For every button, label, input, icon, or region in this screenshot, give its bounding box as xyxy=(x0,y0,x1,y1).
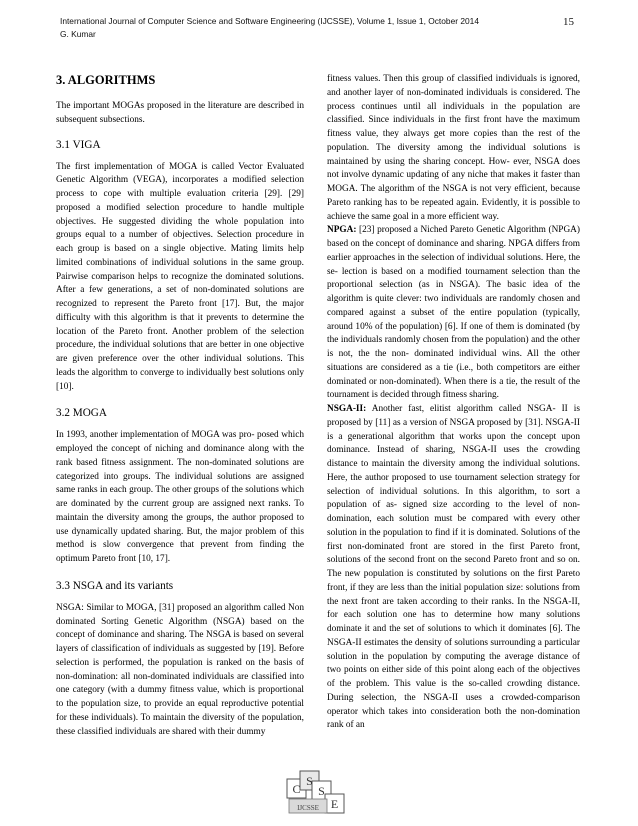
logo-letter-c: C xyxy=(292,782,301,796)
nsga2-label: NSGA-II: xyxy=(327,404,367,414)
right-column xyxy=(327,73,580,733)
paragraph-nsga-continued: fitness values. Then this group of classified individuals is ignored, and another layer of non-dominated individuals is considered. The process continues until all individuals in the population are classified. Since individuals in the first front have the maximum fitness value, they always get more copies than the rest of the population. The diversity among the individual solutions is maintained by using the sharing concept. How- ever, NSGA does not involve dynamic updating of any niche that makes it faster than MOGA. The algorithm of the NSGA is not very efficient, because Pareto ranking has to be repeated again. Evidently, it is possible to achieve the same goal in a more efficient way. xyxy=(327,74,580,222)
subsection-heading-nsga: 3.3 NSGA and its variants xyxy=(56,579,174,592)
author-line: G. Kumar xyxy=(60,29,96,39)
section-intro: The important MOGAs proposed in the literature are described in subsequent subsections. xyxy=(56,101,304,125)
page-number: 15 xyxy=(563,16,574,28)
paragraph-viga: The first implementation of MOGA is called Vector Evaluated Genetic Algorithm (VEGA), incorporates a modified selection process to cope with multiple evaluation criteria [29]. [29] proposed a modified selection procedure to handle multiple objectives. He suggested dividing the whole population into groups equal to a number of objectives. Selection procedure in each group is based on a single objective. Mating limits help limited combinations of individual solutions in the same group. Pairwise comparison helps to recognize the dominated solutions. After a few generations, a set of non-dominated solutions are recognized to represent the Pareto front [17]. But, the major difficulty with this algorithm is that it prevents to determine the location of the Pareto front. Another problem of the selection procedure, the individual solutions that are better in one objective are given preference over the other individual solutions. This leads the algorithm to converge to individually best solutions only [10]. xyxy=(56,161,304,392)
left-column xyxy=(56,72,304,739)
logo-letter-s1: S xyxy=(306,774,313,788)
paragraph-npga xyxy=(327,224,580,403)
subsection-heading-moga: 3.2 MOGA xyxy=(56,407,107,420)
logo-letter-e: E xyxy=(330,797,339,811)
section-title: 3. ALGORITHMS xyxy=(56,73,156,87)
paragraph-moga: In 1993, another implementation of MOGA was pro- posed which employed the concept of niching and dominance along with the rank based fitness assignment. The non-dominated solutions are categorized into groups. The individual solutions are assigned same ranks in each group. The other groups of the solutions which are dominated by the current group are assigned next ranks. To maintain the diversity among the groups, the author proposed to use dynamically updated sharing. But, the major problem of this method is slow convergence that prevent from finding the optimum Pareto front [10, 17]. xyxy=(56,430,304,564)
logo-letter-s2: S xyxy=(318,784,325,798)
journal-line: International Journal of Computer Science and Software Engineering (IJCSSE), Volume 1, Issue 1, October 2014 xyxy=(60,16,479,26)
paragraph-nsga2 xyxy=(327,403,580,733)
paragraph-nsga: NSGA: Similar to MOGA, [31] proposed an algorithm called Non dominated Sorting Genetic Algorithm (NSGA) based on the concept of dominance and sharing. The NSGA is based on several layers of classification of individuals as suggested by [19]. Before selection is performed, the population is ranked on the basis of non-domination: all non-dominated individuals are classified into one category (with a dummy fitness value, which is proportional to the population size, to provide an equal reproductive potential for these individuals). To maintain the diversity of the population, these classified individuals are shared with their dummy xyxy=(56,602,304,737)
npga-text: [23] proposed a Niched Pareto Genetic Algorithm (NPGA) based on the concept of dominance and sharing. NPGA differs from earlier approaches in the selection of individual solutions. Here, the se- lection is based on a modified tournament selection than the proportional selection (as in NSGA). The basic idea of the algorithm is quite clever: two individuals are randomly chosen and compared against a subset of the entire population (typically, around 10% of the population) [6]. If one of them is dominated (by the individuals randomly chosen from the population) and the other is not, the the non- dominated individual wins. All the other situations are considered as a tie (i.e., both competitors are either dominated or non-dominated). When there is a tie, the result of the tournament is decided through fitness sharing. xyxy=(327,225,580,401)
logo-caption: IJCSSE xyxy=(297,804,319,812)
npga-label: NPGA: xyxy=(327,225,357,236)
ijcsse-logo xyxy=(285,769,351,817)
running-header xyxy=(60,15,580,41)
subsection-heading-viga: 3.1 VIGA xyxy=(56,138,101,151)
nsga2-text: Another fast, elitist algorithm called NSGA- II is proposed by [11] as a version of NSGA proposed by [31]. NSGA-II is a generational algorithm that works upon the concept upon dominance. Instead of sharing, NSGA-II uses the crowding distance to maintain the diversity among the individual solutions. Here, the author proposed to use tournament selection strategy for selection of individual solutions. In this algorithm, to sort a population of as- signed size according to the level of non-domination, each solution must be compared with every other solution in the population to find if it is dominated. Solutions of the first non-dominated front are stored in the first Pareto front, solutions of the second front on the second Pareto front and so on. The new population is constituted by solutions on the first Pareto front, if they are less than the initial population size: solutions from the next front are taken according to their ranks. In the NSGA-II, for each solution one has to determine how many solutions dominate it and the set of solutions to which it dominates [6]. The NSGA-II estimates the density of solutions surrounding a particular solution in the population by computing the average distance of two points on either side of this point along each of the objectives of the problem. This value is the so-called crowding distance. During selection, the NSGA-II uses a crowded-comparison operator which takes into consideration both the non-domination rank of an xyxy=(327,404,580,731)
